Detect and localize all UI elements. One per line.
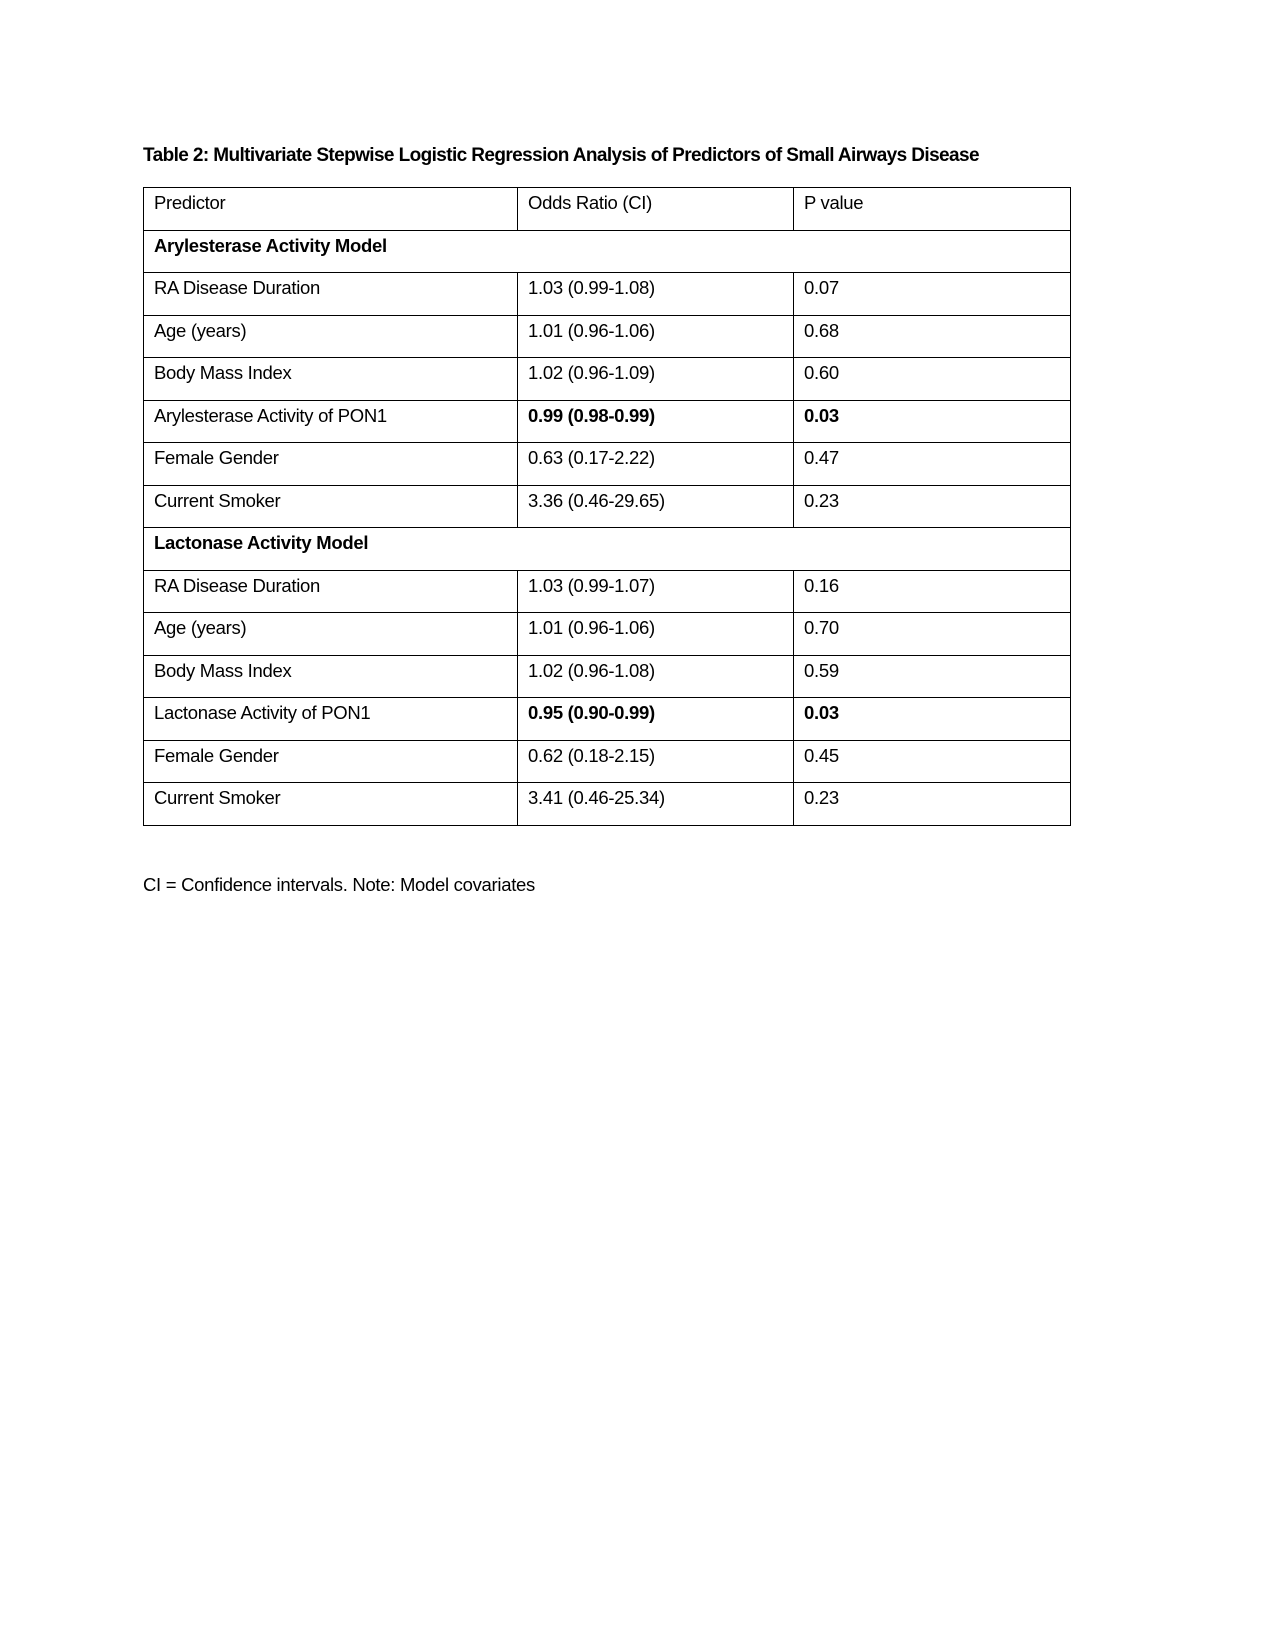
odds-ratio-cell: 3.41 (0.46-25.34) xyxy=(518,783,794,826)
footnote: CI = Confidence intervals. Note: Model covariates xyxy=(143,874,535,895)
table-row xyxy=(144,740,1071,783)
odds-ratio-cell: 3.36 (0.46-29.65) xyxy=(518,485,794,528)
table-header-row xyxy=(144,188,1071,231)
p-value-cell: 0.70 xyxy=(794,613,1071,656)
header-predictor: Predictor xyxy=(144,188,518,231)
odds-ratio-cell: 1.02 (0.96-1.08) xyxy=(518,655,794,698)
header-p-value: P value xyxy=(794,188,1071,231)
predictor-cell: Age (years) xyxy=(144,613,518,656)
predictor-cell: Body Mass Index xyxy=(144,655,518,698)
odds-ratio-cell: 1.03 (0.99-1.07) xyxy=(518,570,794,613)
predictor-cell: Lactonase Activity of PON1 xyxy=(144,698,518,741)
table-row xyxy=(144,400,1071,443)
odds-ratio-cell: 1.01 (0.96-1.06) xyxy=(518,613,794,656)
odds-ratio-cell: 1.01 (0.96-1.06) xyxy=(518,315,794,358)
odds-ratio-cell: 0.99 (0.98-0.99) xyxy=(518,400,794,443)
p-value-cell: 0.16 xyxy=(794,570,1071,613)
table-row xyxy=(144,273,1071,316)
model-section-row xyxy=(144,230,1071,273)
predictor-cell: Female Gender xyxy=(144,443,518,486)
table-title: Table 2: Multivariate Stepwise Logistic Regression Analysis of Predictors of Small Airways Disease xyxy=(143,145,979,166)
predictor-cell: RA Disease Duration xyxy=(144,570,518,613)
model-section-label: Lactonase Activity Model xyxy=(144,528,1071,571)
predictor-cell: RA Disease Duration xyxy=(144,273,518,316)
table-row xyxy=(144,443,1071,486)
table-row xyxy=(144,358,1071,401)
odds-ratio-cell: 0.62 (0.18-2.15) xyxy=(518,740,794,783)
table-row xyxy=(144,570,1071,613)
p-value-cell: 0.03 xyxy=(794,400,1071,443)
predictor-cell: Arylesterase Activity of PON1 xyxy=(144,400,518,443)
predictor-cell: Female Gender xyxy=(144,740,518,783)
p-value-cell: 0.60 xyxy=(794,358,1071,401)
p-value-cell: 0.03 xyxy=(794,698,1071,741)
predictor-cell: Age (years) xyxy=(144,315,518,358)
p-value-cell: 0.23 xyxy=(794,783,1071,826)
model-section-row xyxy=(144,528,1071,571)
p-value-cell: 0.47 xyxy=(794,443,1071,486)
p-value-cell: 0.68 xyxy=(794,315,1071,358)
table-row xyxy=(144,698,1071,741)
odds-ratio-cell: 0.95 (0.90-0.99) xyxy=(518,698,794,741)
regression-table xyxy=(143,187,1071,826)
table-row xyxy=(144,485,1071,528)
predictor-cell: Body Mass Index xyxy=(144,358,518,401)
predictor-cell: Current Smoker xyxy=(144,783,518,826)
odds-ratio-cell: 0.63 (0.17-2.22) xyxy=(518,443,794,486)
table-row xyxy=(144,613,1071,656)
table-row xyxy=(144,783,1071,826)
odds-ratio-cell: 1.02 (0.96-1.09) xyxy=(518,358,794,401)
predictor-cell: Current Smoker xyxy=(144,485,518,528)
p-value-cell: 0.59 xyxy=(794,655,1071,698)
p-value-cell: 0.45 xyxy=(794,740,1071,783)
table-row xyxy=(144,655,1071,698)
p-value-cell: 0.07 xyxy=(794,273,1071,316)
model-section-label: Arylesterase Activity Model xyxy=(144,230,1071,273)
odds-ratio-cell: 1.03 (0.99-1.08) xyxy=(518,273,794,316)
header-odds-ratio: Odds Ratio (CI) xyxy=(518,188,794,231)
p-value-cell: 0.23 xyxy=(794,485,1071,528)
table-row xyxy=(144,315,1071,358)
